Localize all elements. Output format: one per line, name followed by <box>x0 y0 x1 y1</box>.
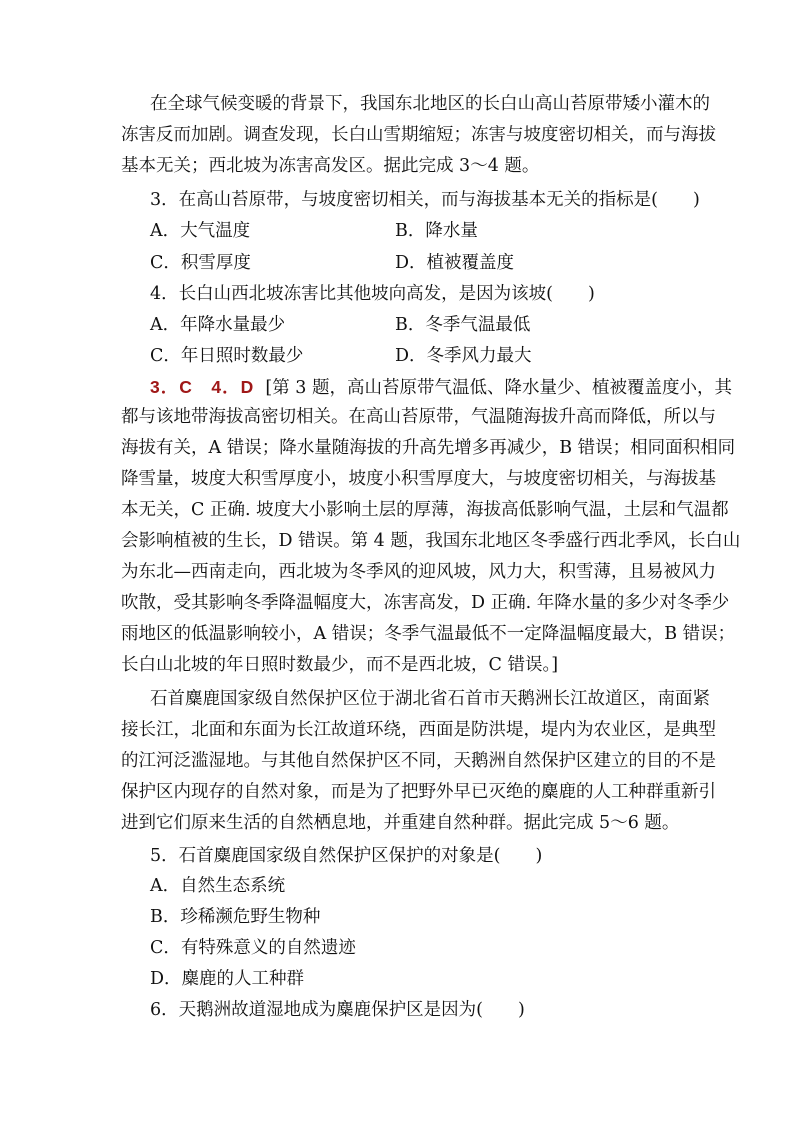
question-5-stem: 5．石首麋鹿国家级自然保护区保护的对象是( ) <box>150 846 543 866</box>
explanation-line: 雨地区的低温影响较小，A 错误；冬季气温最低不一定降温幅度最大，B 错误； <box>121 624 736 644</box>
explanation-line: 会影响植被的生长，D 错误。第 4 题，我国东北地区冬季盛行西北季风，长白山 <box>121 531 741 551</box>
question-5-option-b: B．珍稀濒危野生物种 <box>150 907 321 927</box>
explanation-line: [第 3 题，高山苔原带气温低、降水量少、植被覆盖度小，其 <box>265 378 732 398</box>
answer-first-line <box>150 376 732 399</box>
question-3-option-d: D．植被覆盖度 <box>395 253 515 273</box>
passage-2-line: 保护区内现存的自然对象，而是为了把野外早已灭绝的麋鹿的人工种群重新引 <box>121 782 716 802</box>
question-5-option-c: C．有特殊意义的自然遗迹 <box>150 938 356 958</box>
question-3-option-c: C．积雪厚度 <box>150 253 251 273</box>
passage-1-line: 基本无关；西北坡为冻害高发区。据此完成 3～4 题。 <box>121 156 540 176</box>
question-4-stem: 4．长白山西北坡冻害比其他坡向高发，是因为该坡( ) <box>150 284 595 304</box>
passage-1-line: 冻害反而加剧。调查发现，长白山雪期缩短；冻害与坡度密切相关，而与海拔 <box>121 125 716 145</box>
explanation-line: 本无关，C 正确. 坡度大小影响土层的厚薄，海拔高低影响气温，土层和气温都 <box>121 500 729 520</box>
passage-2-line: 进到它们原来生活的自然栖息地，并重建自然种群。据此完成 5～6 题。 <box>121 813 680 833</box>
passage-2-line: 接长江，北面和东面为长江故道环绕，西面是防洪堤，堤内为农业区，是典型 <box>121 720 716 740</box>
passage-2-line: 的江河泛滥湿地。与其他自然保护区不同，天鹅洲自然保护区建立的目的不是 <box>121 751 716 771</box>
question-4-option-a: A．年降水量最少 <box>150 315 286 335</box>
question-3-option-a: A．大气温度 <box>150 221 251 241</box>
passage-1-line: 在全球气候变暖的背景下，我国东北地区的长白山高山苔原带矮小灌木的 <box>150 94 710 114</box>
explanation-line: 为东北—西南走向，西北坡为冬季风的迎风坡，风力大，积雪薄，且易被风力 <box>121 562 716 582</box>
explanation-line: 都与该地带海拔高密切相关。在高山苔原带，气温随海拔升高而降低，所以与 <box>121 407 716 427</box>
question-3-stem: 3．在高山苔原带，与坡度密切相关，而与海拔基本无关的指标是( ) <box>150 190 700 210</box>
question-5-option-d: D．麋鹿的人工种群 <box>150 969 305 989</box>
explanation-line: 长白山北坡的年日照时数最少，而不是西北坡，C 错误。] <box>121 655 559 675</box>
question-6-stem: 6．天鹅洲故道湿地成为麋鹿保护区是因为( ) <box>150 1000 525 1020</box>
passage-2-line: 石首麋鹿国家级自然保护区位于湖北省石首市天鹅洲长江故道区，南面紧 <box>150 689 710 709</box>
explanation-line: 海拔有关，A 错误；降水量随海拔的升高先增多再减少，B 错误；相同面积相同 <box>121 438 736 458</box>
answer-key: 3．C 4．D <box>150 377 255 397</box>
explanation-line: 降雪量，坡度大积雪厚度小，坡度小积雪厚度大，与坡度密切相关，与海拔基 <box>121 469 716 489</box>
question-3-option-b: B．降水量 <box>395 221 478 241</box>
question-4-option-b: B．冬季气温最低 <box>395 315 531 335</box>
explanation-line: 吹散，受其影响冬季降温幅度大，冻害高发，D 正确. 年降水量的多少对冬季少 <box>121 593 730 613</box>
question-4-option-d: D．冬季风力最大 <box>395 346 532 366</box>
question-4-option-c: C．年日照时数最少 <box>150 346 304 366</box>
question-5-option-a: A．自然生态系统 <box>150 876 286 896</box>
